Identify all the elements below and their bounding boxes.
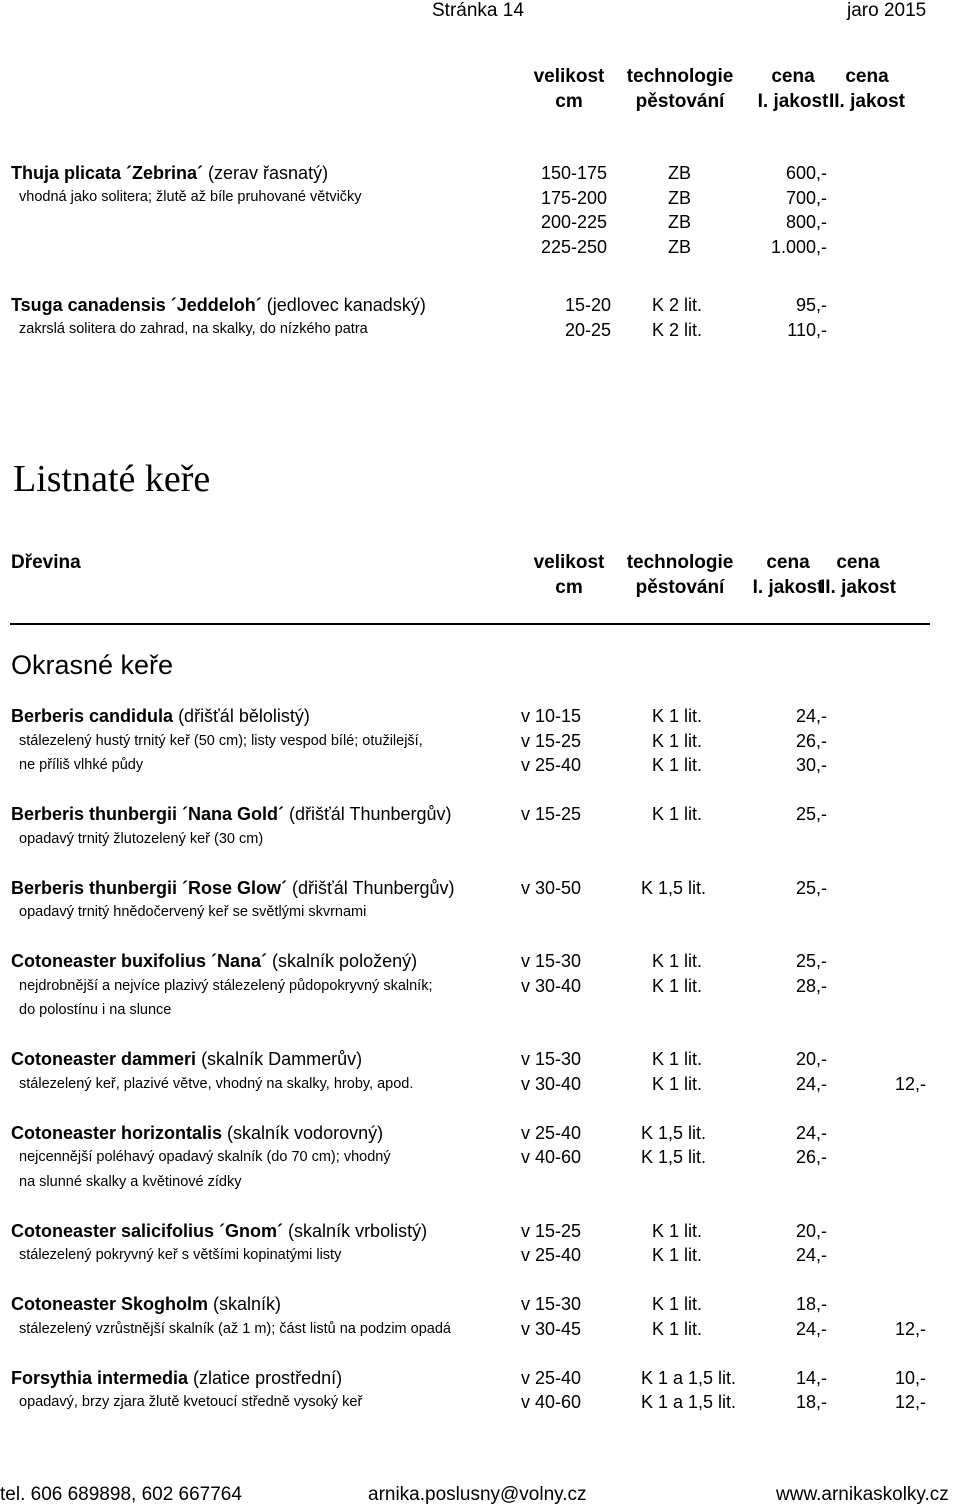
tech-value: K 1 lit.: [652, 1294, 703, 1314]
price-1: 95,-: [795, 295, 827, 315]
species-description: stálezelený vzrůstnější skalník (až 1 m); část listů na podzim opadá: [19, 1320, 451, 1337]
price-1: 30,-: [795, 755, 827, 775]
species-name: [11, 1368, 342, 1389]
table-row: [0, 1392, 960, 1417]
table-row: [0, 755, 960, 780]
price-1: 24,-: [795, 1318, 827, 1339]
price-1: 14,-: [795, 1367, 827, 1388]
table-row: [0, 1000, 960, 1025]
size-value: v 30-40: [521, 1073, 582, 1094]
species-common-name: (dřišťál Thunbergův): [284, 804, 452, 824]
species-common-name: (zlatice prostřední): [188, 1367, 343, 1388]
table-row: [0, 1123, 960, 1148]
species-latin-name: Cotoneaster salicifolius ´Gnom´: [11, 1220, 284, 1241]
tech-value: K 2 lit.: [652, 295, 703, 315]
tech-value: K 1 a 1,5 lit.: [641, 1392, 737, 1412]
col-header-price2-line1: cena: [836, 552, 880, 573]
size-value: v 30-50: [521, 877, 582, 898]
table-row: [0, 829, 960, 854]
species-description: opadavý trnitý hnědočervený keř se světlými skvrnami: [19, 904, 367, 920]
price-1: 18,-: [795, 1294, 827, 1314]
tech-value: K 2 lit.: [652, 319, 703, 340]
species-latin-name: Cotoneaster Skogholm: [11, 1294, 209, 1314]
col-header-tech-line1: technologie: [626, 552, 734, 573]
footer-web[interactable]: www.arnikaskolky.cz: [776, 1484, 949, 1505]
table-row: [0, 804, 960, 829]
table-row: [0, 1245, 960, 1270]
price-1: 24,-: [795, 706, 827, 726]
species-name: [11, 1123, 383, 1144]
table-row: [0, 951, 960, 976]
tech-value: K 1 lit.: [652, 706, 703, 726]
tech-value: K 1 lit.: [652, 1073, 703, 1094]
tech-value: K 1,5 lit.: [641, 877, 707, 898]
price-1: 110,-: [787, 319, 827, 340]
price-1: 800,-: [785, 212, 827, 232]
col-header-size-line2: cm: [555, 91, 583, 112]
species-latin-name: Cotoneaster horizontalis: [11, 1122, 223, 1143]
tech-value: K 1 lit.: [652, 804, 703, 824]
species-latin-name: Tsuga canadensis ´Jeddeloh´: [11, 295, 262, 315]
tech-value: ZB: [668, 163, 692, 183]
species-description: na slunné skalky a květinové zídky: [19, 1173, 242, 1190]
species-description: nejdrobnější a nejvíce plazivý stálezelený půdopokryvný skalník;: [19, 977, 433, 994]
header-divider: [10, 623, 930, 625]
size-value: v 25-40: [521, 1245, 582, 1265]
species-description: nejcennější poléhavý opadavý skalník (do 70 cm); vhodný: [19, 1149, 391, 1165]
table-row: [0, 976, 960, 1001]
page-number: Stránka 14: [432, 0, 524, 21]
species-description: stálezelený keř, plazivé větve, vhodný na skalky, hroby, apod.: [19, 1075, 414, 1092]
col-header-size-line2: cm: [555, 577, 583, 598]
species-common-name: (jedlovec kanadský): [261, 295, 426, 315]
price-1: 26,-: [795, 730, 827, 751]
species-common-name: (skalník): [208, 1294, 282, 1314]
species-name: [11, 1221, 427, 1242]
price-1: 26,-: [795, 1147, 827, 1167]
tech-value: K 1 lit.: [652, 730, 703, 751]
price-1: 18,-: [795, 1392, 827, 1412]
species-description: stálezelený pokryvný keř s většími kopinatými listy: [19, 1247, 342, 1263]
tech-value: ZB: [668, 187, 692, 208]
col-header-tech-line1: technologie: [626, 66, 734, 87]
price-1: 700,-: [785, 187, 827, 208]
price-1: 25,-: [795, 804, 827, 824]
col-header-size-line1: velikost: [533, 66, 605, 87]
species-name: [11, 163, 328, 184]
size-value: 200-225: [541, 212, 608, 232]
species-latin-name: Thuja plicata ´Zebrina´: [11, 163, 204, 183]
price-1: 25,-: [795, 877, 827, 898]
species-common-name: (zerav řasnatý): [203, 163, 329, 183]
subsection-title: Okrasné keře: [11, 650, 174, 680]
price-1: 24,-: [795, 1122, 827, 1143]
price-2: 12,-: [894, 1392, 926, 1412]
size-value: 15-20: [565, 295, 612, 315]
table-row: [0, 237, 960, 262]
section-title: Listnaté keře: [13, 458, 211, 500]
price-2: 12,-: [894, 1318, 926, 1339]
table-row: [0, 320, 960, 345]
size-value: v 10-15: [521, 706, 582, 726]
tech-value: K 1,5 lit.: [641, 1147, 707, 1167]
species-description: ne příliš vlhké půdy: [19, 757, 144, 773]
tech-value: K 1 lit.: [652, 951, 703, 971]
species-name: [11, 878, 455, 899]
species-common-name: (dřišťál Thunbergův): [287, 877, 455, 898]
tech-value: K 1 lit.: [652, 975, 703, 996]
species-latin-name: Berberis thunbergii ´Rose Glow´: [11, 877, 288, 898]
table-row: [0, 1147, 960, 1172]
species-common-name: (skalník Dammerův): [196, 1049, 363, 1069]
tech-value: K 1 lit.: [652, 1318, 703, 1339]
species-description: do polostínu i na slunce: [19, 1002, 172, 1018]
table-row: [0, 1172, 960, 1197]
size-value: v 40-60: [521, 1392, 582, 1412]
species-description: zakrslá solitera do zahrad, na skalky, do nízkého patra: [19, 321, 368, 337]
price-1: 28,-: [795, 975, 827, 996]
size-value: v 15-30: [521, 951, 582, 971]
species-name: [11, 1294, 281, 1315]
species-name: [11, 951, 417, 972]
tech-value: K 1 lit.: [652, 755, 703, 775]
table-row: [0, 1074, 960, 1099]
species-description: opadavý, brzy zjara žlutě kvetoucí středně vysoký keř: [19, 1394, 363, 1410]
size-value: v 15-30: [521, 1049, 582, 1069]
price-1: 24,-: [795, 1245, 827, 1265]
size-value: 150-175: [541, 163, 608, 183]
col-header-price2: [797, 64, 937, 114]
species-name: [11, 1049, 362, 1070]
tech-value: K 1 lit.: [652, 1245, 703, 1265]
tech-value: K 1 lit.: [652, 1049, 703, 1069]
size-value: v 30-40: [521, 975, 582, 996]
price-1: 600,-: [785, 163, 827, 183]
table-row: [0, 1319, 960, 1344]
tech-value: K 1,5 lit.: [641, 1122, 707, 1143]
size-value: v 15-25: [521, 730, 582, 751]
species-name: [11, 804, 452, 825]
species-common-name: (skalník vrbolistý): [283, 1220, 428, 1241]
table-row: [0, 731, 960, 756]
species-common-name: (skalník položený): [267, 951, 418, 971]
species-description: stálezelený hustý trnitý keř (50 cm); listy vespod bílé; otužilejší,: [19, 732, 423, 749]
species-common-name: (dřišťál bělolistý): [173, 706, 310, 726]
price-1: 20,-: [795, 1220, 827, 1241]
col-header-price1-line1: cena: [766, 552, 810, 573]
size-value: v 25-40: [521, 1367, 582, 1388]
table-row: [0, 706, 960, 731]
col-header-price2-line1: cena: [845, 66, 889, 87]
col-header-price1-line1: cena: [771, 66, 815, 87]
species-description: opadavý trnitý žlutozelený keř (30 cm): [19, 830, 264, 847]
species-header: Dřevina: [11, 552, 81, 573]
species-latin-name: Berberis thunbergii ´Nana Gold´: [11, 804, 285, 824]
table-row: [0, 902, 960, 927]
species-latin-name: Berberis candidula: [11, 706, 174, 726]
tech-value: K 1 a 1,5 lit.: [641, 1367, 737, 1388]
footer-phone: tel. 606 689898, 602 667764: [0, 1484, 242, 1505]
tech-value: K 1 lit.: [652, 1220, 703, 1241]
size-value: v 30-45: [521, 1318, 582, 1339]
species-latin-name: Forsythia intermedia: [11, 1367, 189, 1388]
table-row: [0, 1221, 960, 1246]
table-row: [0, 878, 960, 903]
season-label: jaro 2015: [847, 0, 927, 21]
size-value: v 40-60: [521, 1147, 582, 1167]
col-header-size-line1: velikost: [533, 552, 605, 573]
price-1: 25,-: [795, 951, 827, 971]
col-header-price2-line2: II. jakost: [819, 577, 897, 598]
size-value: v 25-40: [521, 1122, 582, 1143]
size-value: 225-250: [541, 236, 608, 257]
table-row: [0, 1368, 960, 1393]
species-name: [11, 706, 310, 727]
col-header-price2-line2: II. jakost: [828, 91, 906, 112]
price-2: 10,-: [894, 1367, 926, 1388]
table-row: [0, 212, 960, 237]
table-row: [0, 1294, 960, 1319]
col-header-price1-line2: I. jakost: [757, 91, 829, 112]
footer-email[interactable]: arnika.poslusny@volny.cz: [368, 1484, 587, 1505]
tech-value: ZB: [668, 212, 692, 232]
col-header-price2: [788, 550, 928, 600]
size-value: v 15-25: [521, 1220, 582, 1241]
size-value: 20-25: [565, 319, 612, 340]
species-description: vhodná jako solitera; žlutě až bíle pruhované větvičky: [19, 189, 362, 205]
species-common-name: (skalník vodorovný): [222, 1122, 384, 1143]
col-header-price1-line2: I. jakost: [752, 577, 824, 598]
species-latin-name: Cotoneaster buxifolius ´Nana´: [11, 951, 268, 971]
table-row: [0, 1049, 960, 1074]
col-header-tech-line2: pěstování: [635, 91, 725, 112]
species-name: [11, 295, 426, 316]
species-latin-name: Cotoneaster dammeri: [11, 1049, 197, 1069]
price-1: 20,-: [795, 1049, 827, 1069]
size-value: v 15-25: [521, 804, 582, 824]
tech-value: ZB: [668, 236, 692, 257]
price-2: 12,-: [894, 1073, 926, 1094]
table-row: [0, 188, 960, 213]
col-header-tech-line2: pěstování: [635, 577, 725, 598]
price-1: 24,-: [795, 1073, 827, 1094]
price-1: 1.000,-: [770, 236, 827, 257]
size-value: v 15-30: [521, 1294, 582, 1314]
size-value: v 25-40: [521, 755, 582, 775]
size-value: 175-200: [541, 187, 608, 208]
